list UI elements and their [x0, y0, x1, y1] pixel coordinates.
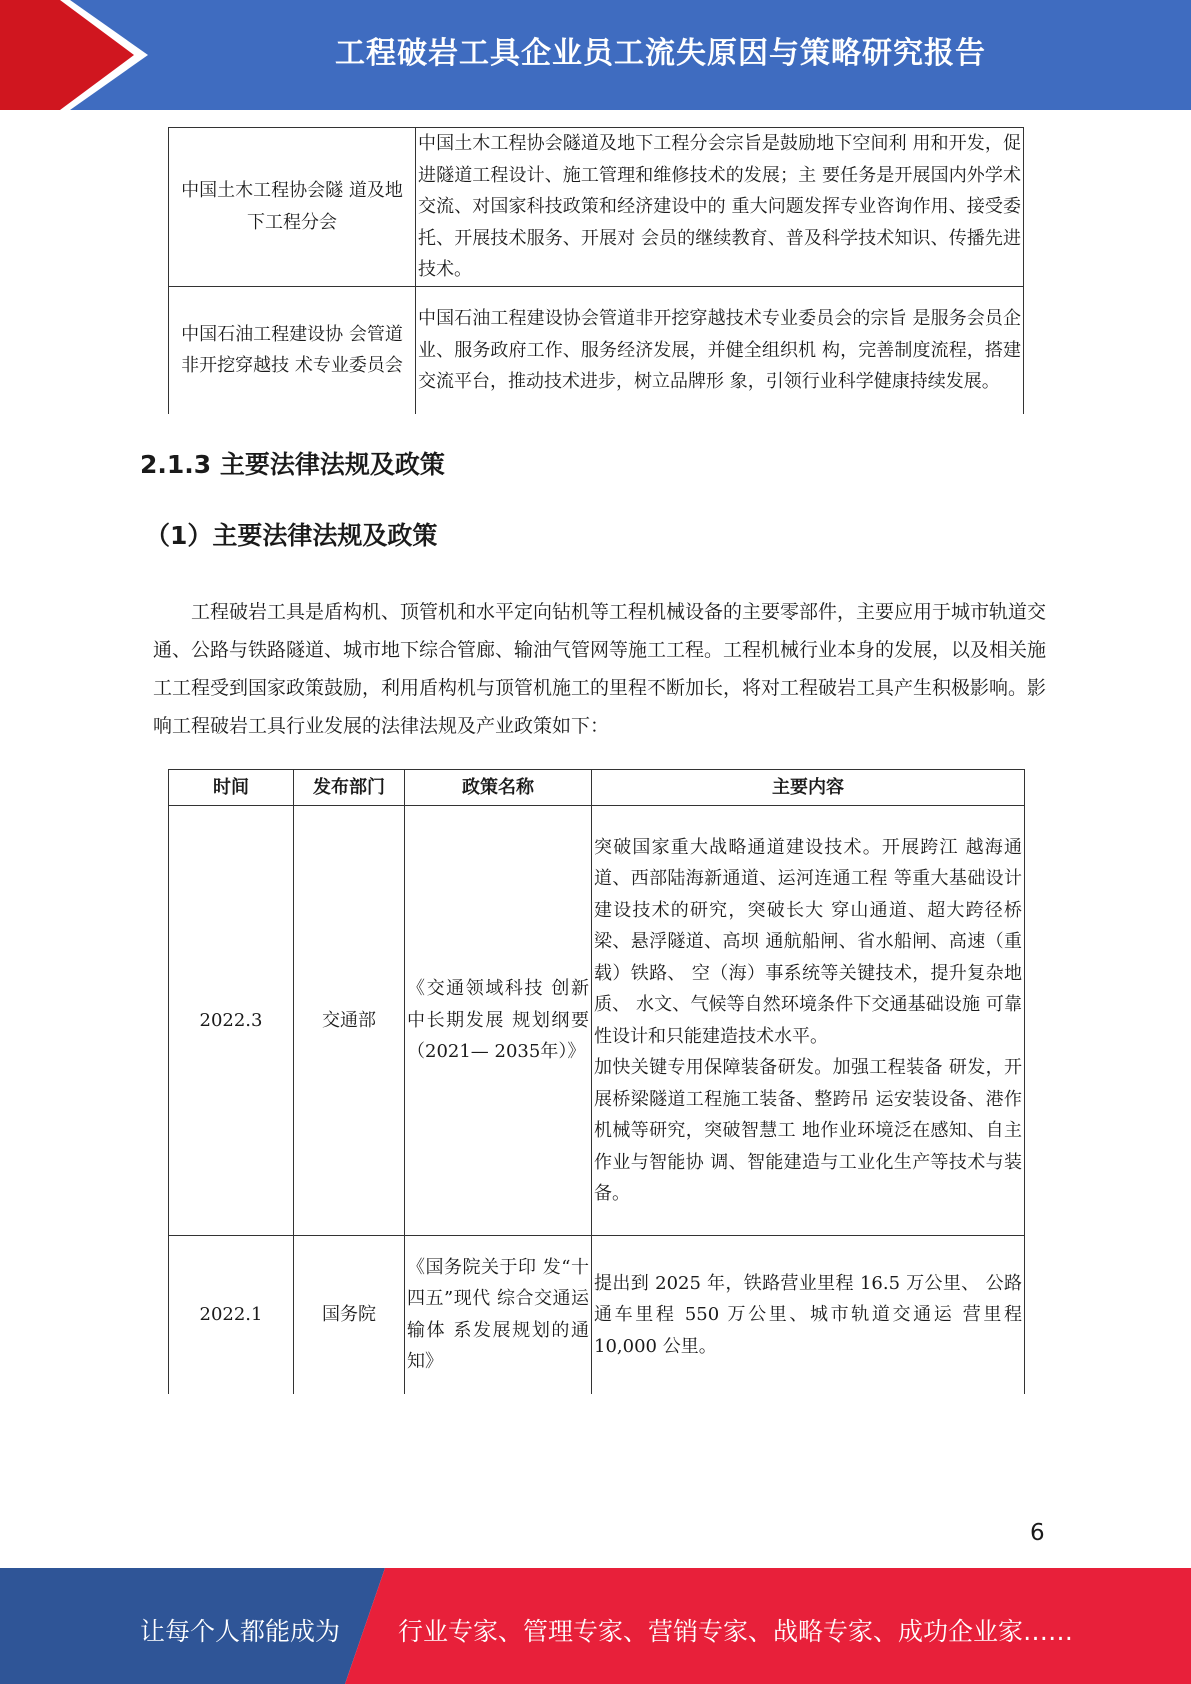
column-header-department: 发布部门: [294, 770, 405, 806]
table-row: [169, 806, 1025, 1236]
column-header-content: 主要内容: [592, 770, 1025, 806]
body-paragraph: 工程破岩工具是盾构机、顶管机和水平定向钻机等工程机械设备的主要零部件，主要应用于城市轨道交通、公路与铁路隧道、城市地下综合管廊、输油气管网等施工工程。工程机械行业本身的发展，以及相关施工工程受到国家政策鼓励，利用盾构机与顶管机施工的里程不断加长，将对工程破岩工具产生积极影响。影响工程破岩工具行业发展的法律法规及产业政策如下：: [153, 601, 1047, 737]
policy-name: 《交通领域科技 创新中长期发展 规划纲要（2021— 2035年）》: [405, 806, 592, 1236]
section-heading: 2.1.3 主要法律法规及政策: [140, 450, 445, 479]
organization-table: [168, 127, 1024, 414]
subsection-heading: （1）主要法律法规及政策: [145, 521, 438, 550]
page-number: 6: [1030, 1520, 1045, 1546]
table-row: [169, 286, 1024, 414]
footer-slogan-left: 让每个人都能成为: [140, 1617, 341, 1646]
policy-content-paragraph: 加快关键专用保障装备研发。加强工程装备 研发，开展桥梁隧道工程施工装备、整跨吊 运安装设备、港作机械等研究，突破智慧工 地作业环境泛在感知、自主作业与智能协 调、智能建造与工业化生产等技术与装备。: [594, 1057, 1022, 1204]
policy-content: [592, 806, 1025, 1236]
policy-table: [168, 769, 1025, 1394]
org-name: 中国石油工程建设协 会管道非开挖穿越技 术专业委员会: [169, 286, 416, 414]
column-header-policy-name: 政策名称: [405, 770, 592, 806]
policy-content-paragraph: 突破国家重大战略通道建设技术。开展跨江 越海通道、西部陆海新通道、运河连通工程 等重大基础设计建设技术的研究，突破长大 穿山通道、超大跨径桥梁、悬浮隧道、高坝 通航船闸、省水船闸、高速（重载）铁路、 空（海）事系统等关键技术，提升复杂地质、 水文、气候等自然环境条件下交通基础设施 可靠性设计和只能建造技术水平。: [594, 836, 1022, 1047]
org-name: 中国土木工程协会隧 道及地下工程分会: [169, 128, 416, 287]
policy-department: 国务院: [294, 1236, 405, 1394]
report-title: 工程破岩工具企业员工流失原因与策略研究报告: [335, 36, 986, 71]
org-description: 中国土木工程协会隧道及地下工程分会宗旨是鼓励地下空间利 用和开发，促进隧道工程设计、施工管理和维修技术的发展；主 要任务是开展国内外学术交流、对国家科技政策和经济建设中的 重大问题发挥专业咨询作用、接受委托、开展技术服务、开展对 会员的继续教育、普及科学技术知识、传播先进技术。: [416, 128, 1024, 287]
policy-department: 交通部: [294, 806, 405, 1236]
table-row: [169, 128, 1024, 287]
policy-date: 2022.3: [169, 806, 294, 1236]
table-header-row: [169, 770, 1025, 806]
footer-slogan-right: 行业专家、管理专家、营销专家、战略专家、成功企业家……: [398, 1617, 1074, 1646]
column-header-date: 时间: [169, 770, 294, 806]
table-row: [169, 1236, 1025, 1394]
policy-name: 《国务院关于印 发“十四五”现代 综合交通运输体 系发展规划的通 知》: [405, 1236, 592, 1394]
policy-content: 提出到 2025 年，铁路营业里程 16.5 万公里、 公路通车里程 550 万公里、城市轨道交通运 营里程 10,000 公里。: [592, 1236, 1025, 1394]
policy-date: 2022.1: [169, 1236, 294, 1394]
header-band: [0, 0, 1191, 110]
org-description: 中国石油工程建设协会管道非开挖穿越技术专业委员会的宗旨 是服务会员企业、服务政府工作、服务经济发展，并健全组织机 构，完善制度流程，搭建交流平台，推动技术进步，树立品牌形 象，引领行业科学健康持续发展。: [416, 286, 1024, 414]
